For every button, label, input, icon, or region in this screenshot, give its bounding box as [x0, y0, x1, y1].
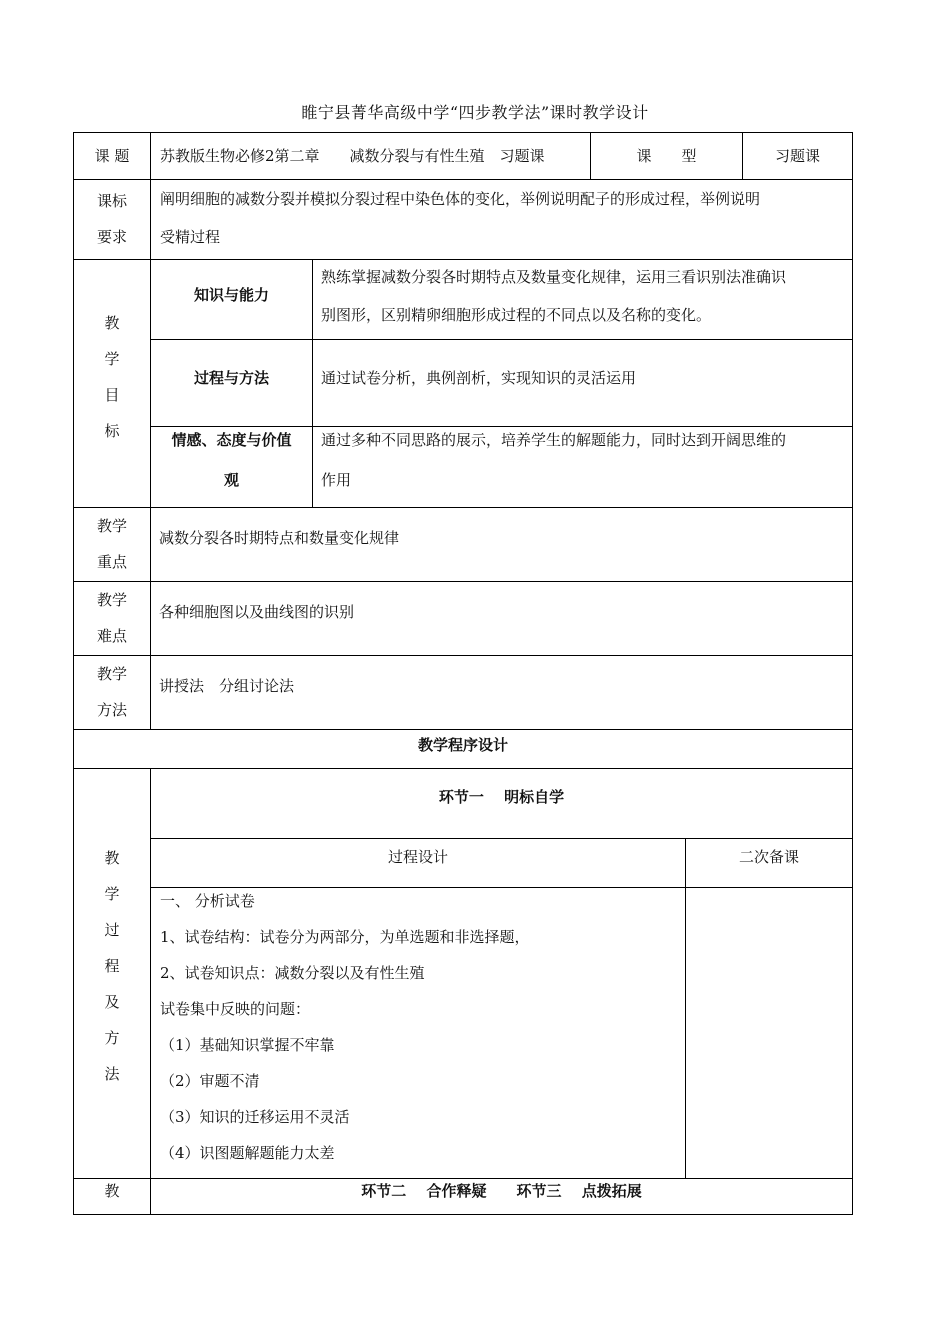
objectives-label-char: 标 — [104, 422, 120, 440]
knowledge-text — [313, 258, 852, 338]
curriculum-text-line: 受精过程 — [160, 228, 221, 246]
program-heading: 教学程序设计 — [417, 736, 508, 754]
objectives-label-char: 教 — [104, 314, 120, 332]
key-points-label-line: 重点 — [96, 553, 127, 571]
methods-label-line: 教学 — [96, 665, 127, 683]
content-line: （4）识图题解题能力太差 — [160, 1144, 335, 1162]
key-points-label-line: 教学 — [96, 517, 127, 535]
process-method-text: 通过试卷分析，典例剖析，实现知识的灵活运用 — [321, 369, 637, 387]
grid-line — [685, 838, 686, 1179]
content-line: 试卷集中反映的问题： — [160, 1000, 311, 1018]
methods-text: 讲授法 分组讨论法 — [159, 677, 295, 695]
last-row-label: 教 — [104, 1182, 120, 1200]
knowledge-text-line: 熟练掌握减数分裂各时期特点及数量变化规律，运用三看识别法准确识 — [321, 268, 787, 286]
secondary-prep-header: 二次备课 — [738, 848, 799, 866]
content-line: 1、试卷结构：试卷分为两部分，为单选题和非选择题， — [160, 928, 530, 946]
knowledge-label: 知识与能力 — [193, 286, 269, 304]
process-label-char: 法 — [104, 1065, 120, 1083]
stage-one-title: 环节一 明标自学 — [438, 788, 565, 806]
curriculum-text-line: 阐明细胞的减数分裂并模拟分裂过程中染色体的变化，举例说明配子的形成过程，举例说明 — [160, 190, 761, 208]
knowledge-text-line: 别图形，区别精卵细胞形成过程的不同点以及名称的变化。 — [321, 306, 712, 324]
emotion-text — [313, 420, 852, 505]
emotion-text-line: 作用 — [321, 471, 352, 489]
process-method-label: 过程与方法 — [193, 369, 269, 387]
emotion-label-line: 情感、态度与价值 — [171, 431, 292, 449]
process-label-char: 学 — [104, 885, 120, 903]
difficulties-label-line: 教学 — [96, 591, 127, 609]
content-line: （1）基础知识掌握不牢靠 — [160, 1036, 335, 1054]
topic-label: 课 题 — [94, 147, 130, 165]
grid-line — [73, 1214, 853, 1215]
difficulties-label — [74, 582, 150, 655]
objectives-label-char: 目 — [104, 386, 120, 404]
process-label-char: 方 — [104, 1029, 120, 1047]
objectives-label — [74, 305, 150, 455]
topic-value: 苏教版生物必修2第二章 减数分裂与有性生殖 习题课 — [160, 147, 545, 165]
process-label — [74, 840, 150, 1100]
key-points-label — [74, 508, 150, 581]
lesson-type-value: 习题课 — [774, 147, 820, 165]
emotion-label-line: 观 — [223, 471, 239, 489]
key-points-text: 减数分裂各时期特点和数量变化规律 — [159, 529, 400, 547]
content-line: 一、 分析试卷 — [160, 892, 255, 910]
curriculum-label-line: 课标 — [96, 192, 127, 210]
lesson-type-label: 课 型 — [636, 147, 697, 165]
document-title: 睢宁县菁华高级中学“四步教学法”课时教学设计 — [301, 103, 649, 122]
process-design-header: 过程设计 — [387, 848, 448, 866]
curriculum-label — [74, 180, 150, 259]
grid-line — [852, 132, 853, 1215]
difficulties-label-line: 难点 — [96, 627, 127, 645]
curriculum-text — [151, 180, 852, 259]
content-line: （3）知识的迁移运用不灵活 — [160, 1108, 350, 1126]
process-design-content — [151, 883, 685, 1173]
stage-two-three-title: 环节二 合作释疑 环节三 点拨拓展 — [361, 1182, 642, 1200]
content-line: （2）审题不清 — [160, 1072, 260, 1090]
process-label-char: 程 — [104, 957, 120, 975]
emotion-text-line: 通过多种不同思路的展示，培养学生的解题能力，同时达到开阔思维的 — [321, 431, 787, 449]
process-label-char: 过 — [104, 921, 120, 939]
objectives-label-char: 学 — [104, 350, 120, 368]
process-label-char: 教 — [104, 849, 120, 867]
emotion-label — [151, 420, 312, 505]
methods-label-line: 方法 — [96, 701, 127, 719]
difficulties-text: 各种细胞图以及曲线图的识别 — [159, 603, 355, 621]
process-label-char: 及 — [104, 993, 120, 1011]
methods-label — [74, 656, 150, 729]
curriculum-label-line: 要求 — [96, 228, 127, 246]
content-line: 2、试卷知识点：减数分裂以及有性生殖 — [160, 964, 425, 982]
